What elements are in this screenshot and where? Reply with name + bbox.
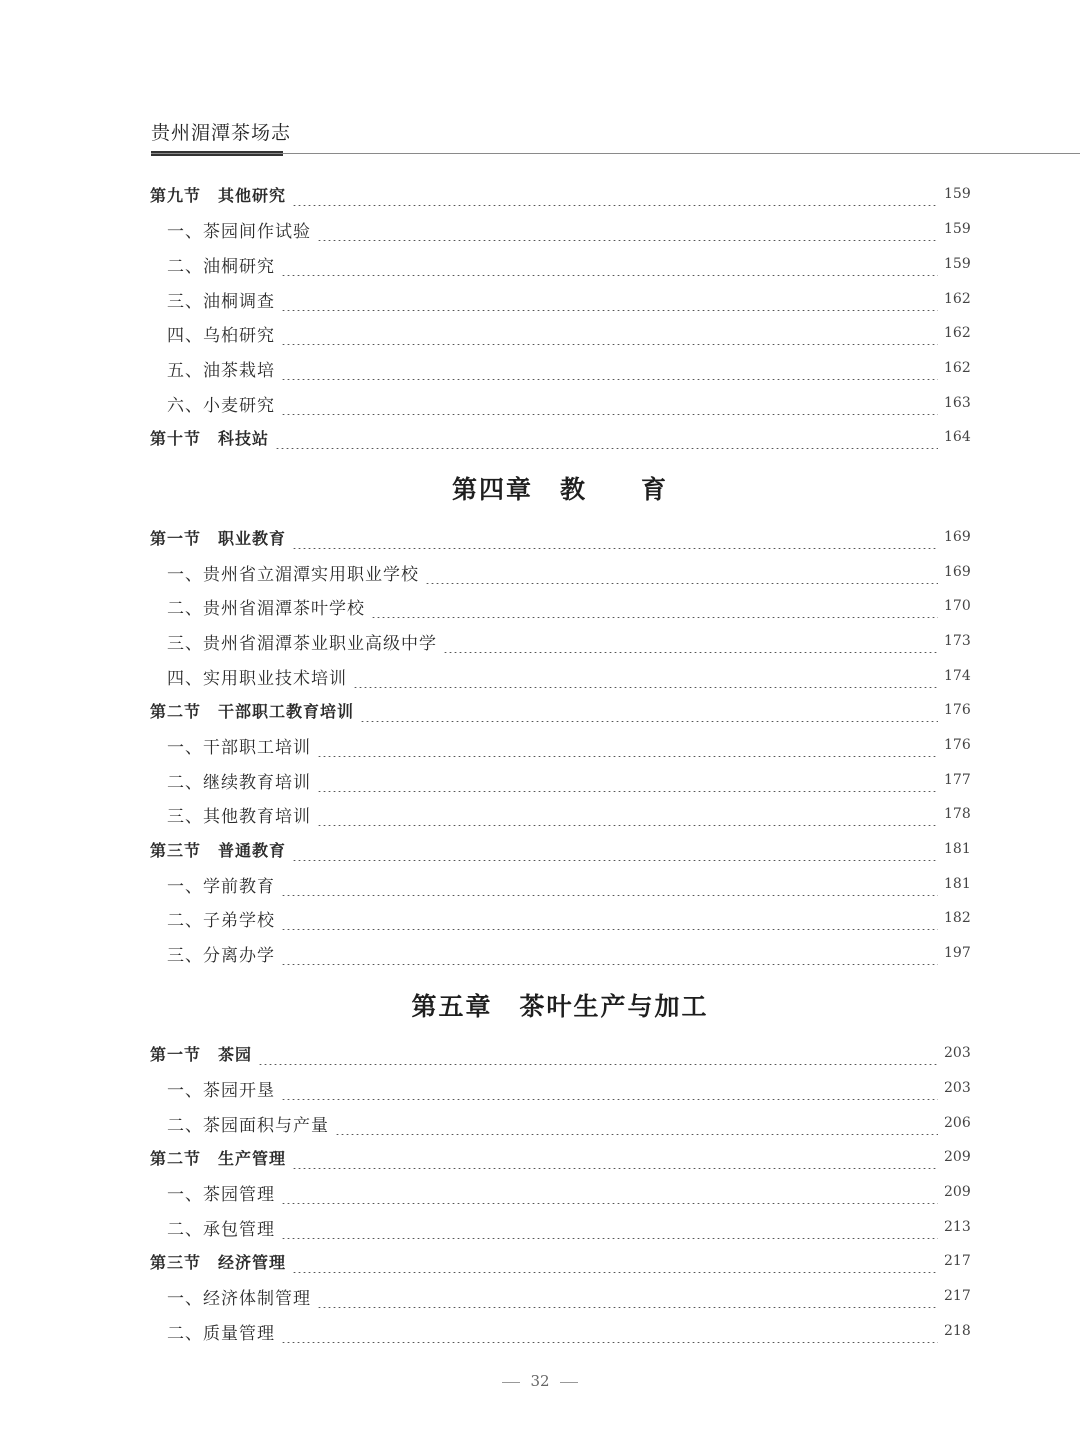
toc-page-number: 197 bbox=[944, 945, 971, 961]
toc-entry-label: 一、干部职工培训 bbox=[167, 737, 311, 758]
dot-leader bbox=[317, 217, 938, 241]
toc-entry-label: 三、油桐调查 bbox=[167, 291, 275, 312]
toc-item-row[interactable] bbox=[150, 560, 970, 584]
dot-leader bbox=[281, 321, 938, 345]
dot-leader bbox=[317, 1284, 938, 1308]
toc-page-number: 217 bbox=[944, 1288, 971, 1304]
toc-entry-label: 第一节 职业教育 bbox=[150, 528, 287, 548]
toc-item-row[interactable] bbox=[150, 1215, 970, 1239]
page-footer bbox=[0, 1372, 1080, 1390]
dot-leader bbox=[281, 1180, 938, 1204]
toc-page-number: 177 bbox=[944, 772, 971, 788]
toc-section-row[interactable] bbox=[150, 425, 970, 449]
toc-item-row[interactable] bbox=[150, 906, 970, 930]
toc-page-number: 174 bbox=[944, 668, 971, 684]
toc-entry-label: 一、茶园开垦 bbox=[167, 1080, 275, 1101]
chapter-heading: 第五章 茶叶生产与加工 bbox=[411, 992, 709, 1021]
dot-leader bbox=[317, 802, 938, 826]
toc-entry-label: 第一节 茶园 bbox=[150, 1044, 253, 1064]
toc-page-number: 176 bbox=[944, 702, 971, 718]
toc-section-row[interactable] bbox=[150, 525, 970, 549]
toc-page-number: 170 bbox=[944, 598, 971, 614]
toc-page-number: 159 bbox=[944, 221, 971, 237]
toc-page-number: 176 bbox=[944, 737, 971, 753]
toc-entry-label: 三、贵州省湄潭茶业职业高级中学 bbox=[167, 633, 437, 654]
dot-leader bbox=[281, 1215, 938, 1239]
toc-page-number: 209 bbox=[944, 1184, 971, 1200]
toc-item-row[interactable] bbox=[150, 629, 970, 653]
toc-item-row[interactable] bbox=[150, 941, 970, 965]
toc-item-row[interactable] bbox=[150, 356, 970, 380]
toc-entry-label: 二、子弟学校 bbox=[167, 910, 275, 931]
toc-item-row[interactable] bbox=[150, 1284, 970, 1308]
dot-leader bbox=[335, 1111, 938, 1135]
header-rule bbox=[151, 153, 1080, 154]
toc-item-row[interactable] bbox=[150, 1076, 970, 1100]
toc-item-row[interactable] bbox=[150, 1319, 970, 1343]
toc-entry-label: 四、乌桕研究 bbox=[167, 325, 275, 346]
toc-entry-label: 第二节 干部职工教育培训 bbox=[150, 701, 355, 721]
toc-item-row[interactable] bbox=[150, 664, 970, 688]
dot-leader bbox=[281, 356, 938, 380]
toc-item-row[interactable] bbox=[150, 1180, 970, 1204]
dot-leader bbox=[292, 182, 938, 206]
dot-leader bbox=[281, 906, 938, 930]
toc-page-number: 217 bbox=[944, 1253, 971, 1269]
toc-entry-label: 第三节 普通教育 bbox=[150, 840, 287, 860]
toc-item-row[interactable] bbox=[150, 1111, 970, 1135]
dot-leader bbox=[360, 698, 938, 722]
toc-item-row[interactable] bbox=[150, 321, 970, 345]
toc-entry-label: 第三节 经济管理 bbox=[150, 1252, 287, 1272]
toc-section-row[interactable] bbox=[150, 182, 970, 206]
dot-leader bbox=[281, 941, 938, 965]
toc-item-row[interactable] bbox=[150, 594, 970, 618]
dot-leader bbox=[281, 1319, 938, 1343]
toc-entry-label: 一、贵州省立湄潭实用职业学校 bbox=[167, 564, 419, 585]
chapter-heading: 第四章 教 育 bbox=[451, 475, 668, 504]
toc-item-row[interactable] bbox=[150, 733, 970, 757]
toc-section-row[interactable] bbox=[150, 1249, 970, 1273]
toc-entry-label: 五、油茶栽培 bbox=[167, 360, 275, 381]
dot-leader bbox=[275, 425, 938, 449]
toc-entry-label: 二、贵州省湄潭茶叶学校 bbox=[167, 598, 365, 619]
toc-entry-label: 二、承包管理 bbox=[167, 1219, 275, 1240]
toc-page-number: 162 bbox=[944, 325, 971, 341]
toc-page-number: 209 bbox=[944, 1149, 971, 1165]
toc-page-number: 169 bbox=[944, 529, 971, 545]
toc-entry-label: 一、茶园管理 bbox=[167, 1184, 275, 1205]
toc-entry-label: 三、分离办学 bbox=[167, 945, 275, 966]
toc-entry-label: 二、继续教育培训 bbox=[167, 772, 311, 793]
toc-entry-label: 二、油桐研究 bbox=[167, 256, 275, 277]
running-head-title: 贵州湄潭茶场志 bbox=[151, 122, 292, 144]
toc-item-row[interactable] bbox=[150, 252, 970, 276]
dot-leader bbox=[317, 768, 938, 792]
dot-leader bbox=[353, 664, 938, 688]
toc-entry-label: 三、其他教育培训 bbox=[167, 806, 311, 827]
toc-page-number: 173 bbox=[944, 633, 971, 649]
toc-page-number: 203 bbox=[944, 1080, 971, 1096]
toc-entry-label: 第十节 科技站 bbox=[150, 428, 270, 448]
toc-page-number: 169 bbox=[944, 564, 971, 580]
dot-leader bbox=[281, 252, 938, 276]
dot-leader bbox=[292, 837, 938, 861]
footer-dash-left bbox=[502, 1382, 520, 1383]
dot-leader bbox=[371, 594, 938, 618]
dot-leader bbox=[281, 1076, 938, 1100]
toc-page-number: 203 bbox=[944, 1045, 971, 1061]
dot-leader bbox=[292, 525, 938, 549]
toc-entry-label: 第九节 其他研究 bbox=[150, 185, 287, 205]
toc-section-row[interactable] bbox=[150, 698, 970, 722]
toc-entry-label: 二、茶园面积与产量 bbox=[167, 1115, 329, 1136]
dot-leader bbox=[281, 391, 938, 415]
footer-dash-right bbox=[560, 1382, 578, 1383]
toc-page-number: 159 bbox=[944, 256, 971, 272]
toc-entry-label: 一、茶园间作试验 bbox=[167, 221, 311, 242]
toc-page-number: 162 bbox=[944, 360, 971, 376]
toc-entry-label: 一、学前教育 bbox=[167, 876, 275, 897]
toc-entry-label: 一、经济体制管理 bbox=[167, 1288, 311, 1309]
toc-section-row[interactable] bbox=[150, 1145, 970, 1169]
toc-item-row[interactable] bbox=[150, 872, 970, 896]
toc-page-number: 218 bbox=[944, 1323, 971, 1339]
toc-page-number: 159 bbox=[944, 186, 971, 202]
toc-entry-label: 六、小麦研究 bbox=[167, 395, 275, 416]
toc-page-number: 178 bbox=[944, 806, 971, 822]
toc-page-number: 163 bbox=[944, 395, 971, 411]
toc-item-row[interactable] bbox=[150, 768, 970, 792]
toc-item-row[interactable] bbox=[150, 391, 970, 415]
toc-item-row[interactable] bbox=[150, 287, 970, 311]
toc-page-number: 162 bbox=[944, 291, 971, 307]
dot-leader bbox=[281, 287, 938, 311]
toc-page-number: 181 bbox=[944, 876, 971, 892]
toc-page-number: 181 bbox=[944, 841, 971, 857]
toc-page-number: 206 bbox=[944, 1115, 971, 1131]
toc-page-number: 213 bbox=[944, 1219, 971, 1235]
toc-section-row[interactable] bbox=[150, 837, 970, 861]
toc-entry-label: 二、质量管理 bbox=[167, 1323, 275, 1344]
dot-leader bbox=[317, 733, 938, 757]
dot-leader bbox=[258, 1041, 938, 1065]
toc-entry-label: 四、实用职业技术培训 bbox=[167, 668, 347, 689]
toc-entry-label: 第二节 生产管理 bbox=[150, 1148, 287, 1168]
dot-leader bbox=[281, 872, 938, 896]
dot-leader bbox=[443, 629, 938, 653]
dot-leader bbox=[292, 1145, 938, 1169]
toc-page-number: 182 bbox=[944, 910, 971, 926]
toc-page-number: 164 bbox=[944, 429, 971, 445]
dot-leader bbox=[292, 1249, 938, 1273]
page-number: 32 bbox=[530, 1372, 550, 1390]
toc-item-row[interactable] bbox=[150, 217, 970, 241]
dot-leader bbox=[425, 560, 938, 584]
toc-item-row[interactable] bbox=[150, 802, 970, 826]
toc-section-row[interactable] bbox=[150, 1041, 970, 1065]
